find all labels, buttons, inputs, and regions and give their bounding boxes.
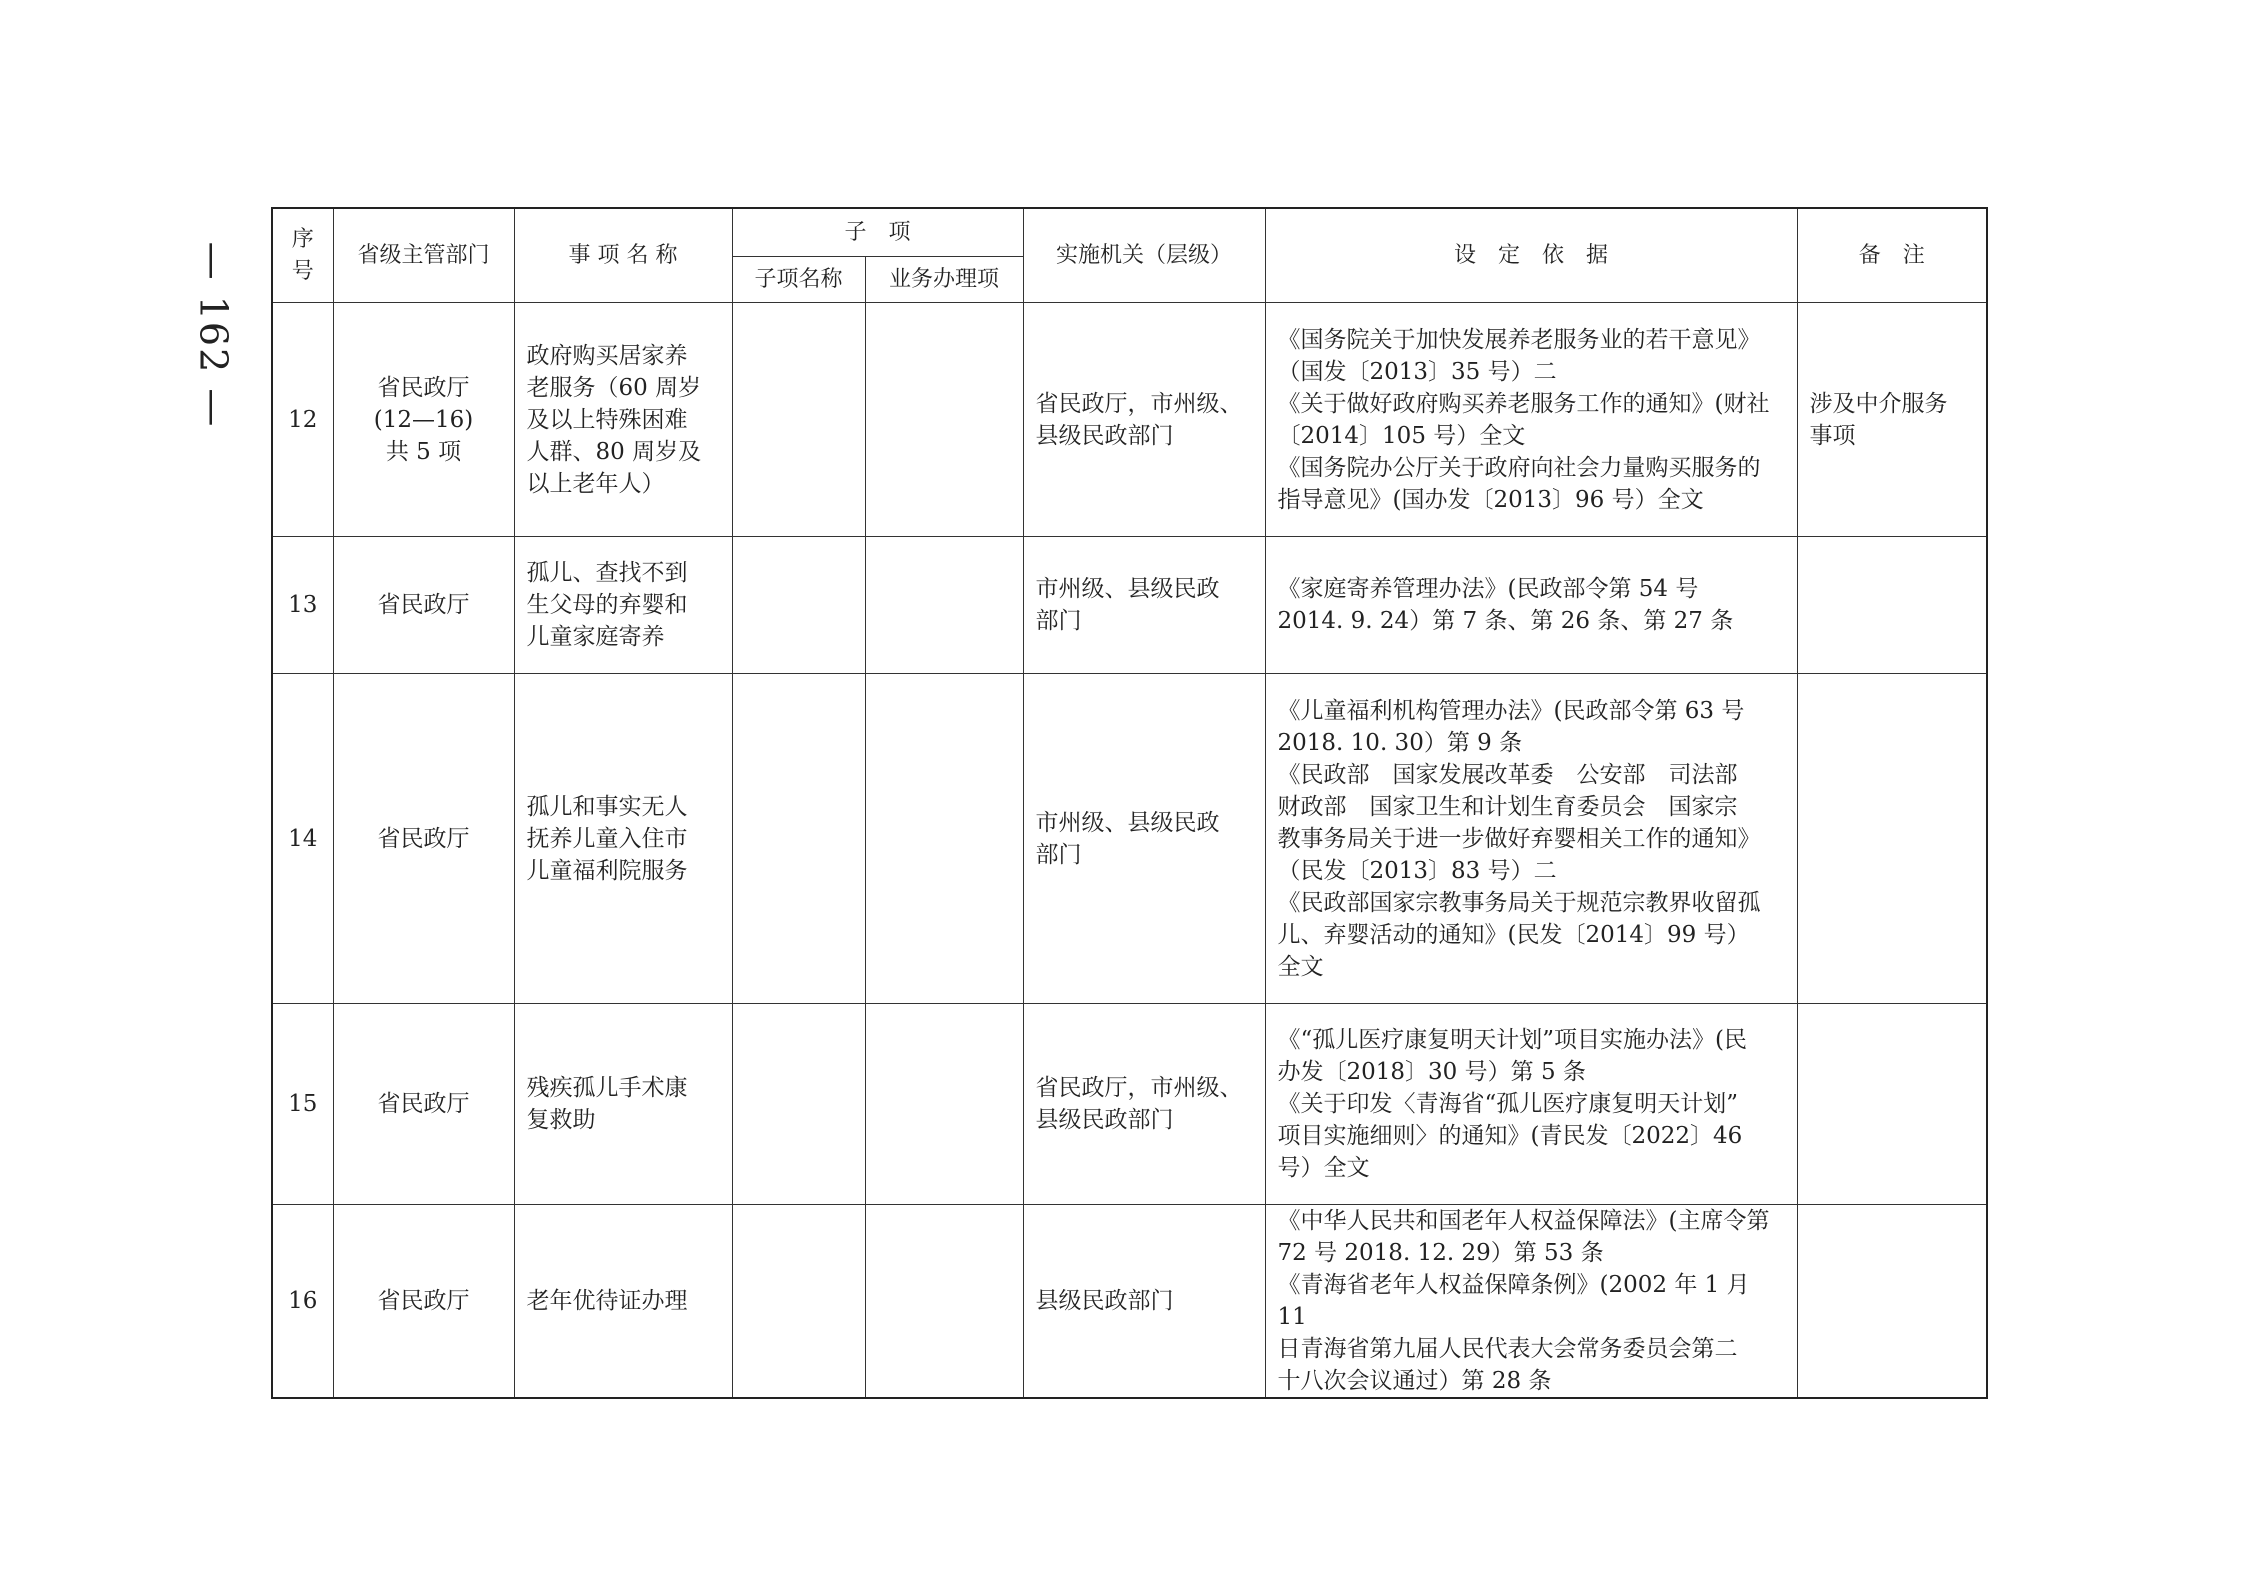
cell-basis: 《“孤儿医疗康复明天计划”项目实施办法》(民 办发〔2018〕30 号）第 5 条 《关于印发〈青海省“孤儿医疗康复明天计划” 项目实施细则〉的通知》(青民发〔2022〕46 号）全文 (1265, 1004, 1797, 1205)
table-row (272, 537, 1987, 674)
cell-dept: 省民政厅 (333, 674, 514, 1004)
table-row (272, 1004, 1987, 1205)
cell-basis: 《中华人民共和国老年人权益保障法》(主席令第 72 号 2018. 12. 29）第 53 条 《青海省老年人权益保障条例》(2002 年 1 月 11 日青海省第九届人民代表大会常务委员会第二 十八次会议通过）第 28 条 (1265, 1205, 1797, 1399)
header-remark: 备 注 (1797, 208, 1987, 303)
header-seq: 序号 (272, 208, 333, 303)
table-row (272, 303, 1987, 537)
cell-agency: 市州级、县级民政 部门 (1023, 674, 1265, 1004)
cell-seq: 15 (272, 1004, 333, 1205)
cell-seq: 13 (272, 537, 333, 674)
cell-sub-business (865, 1004, 1023, 1205)
cell-sub-business (865, 537, 1023, 674)
cell-remark (1797, 1205, 1987, 1399)
cell-remark (1797, 537, 1987, 674)
header-basis: 设 定 依 据 (1265, 208, 1797, 303)
cell-dept: 省民政厅 (12—16) 共 5 项 (333, 303, 514, 537)
cell-item-name: 孤儿、查找不到 生父母的弃婴和 儿童家庭寄养 (514, 537, 732, 674)
approval-items-table (271, 207, 1988, 1399)
cell-remark (1797, 674, 1987, 1004)
header-sub-business: 业务办理项 (865, 257, 1023, 303)
header-item-name: 事 项 名 称 (514, 208, 732, 303)
table-row (272, 1205, 1987, 1399)
header-sub-name: 子项名称 (732, 257, 865, 303)
cell-sub-name (732, 1004, 865, 1205)
cell-item-name: 老年优待证办理 (514, 1205, 732, 1399)
cell-sub-business (865, 674, 1023, 1004)
cell-sub-name (732, 1205, 865, 1399)
cell-dept: 省民政厅 (333, 1205, 514, 1399)
header-sub-group: 子 项 (732, 208, 1023, 257)
cell-dept: 省民政厅 (333, 1004, 514, 1205)
page-number: — 162 — (191, 241, 236, 429)
cell-seq: 16 (272, 1205, 333, 1399)
cell-dept: 省民政厅 (333, 537, 514, 674)
cell-agency: 省民政厅，市州级、 县级民政部门 (1023, 1004, 1265, 1205)
cell-agency: 县级民政部门 (1023, 1205, 1265, 1399)
cell-basis: 《国务院关于加快发展养老服务业的若干意见》 （国发〔2013〕35 号）二 《关于做好政府购买养老服务工作的通知》(财社 〔2014〕105 号）全文 《国务院办公厅关于政府向社会力量购买服务的 指导意见》(国办发〔2013〕96 号）全文 (1265, 303, 1797, 537)
cell-basis: 《儿童福利机构管理办法》(民政部令第 63 号 2018. 10. 30）第 9 条 《民政部 国家发展改革委 公安部 司法部 财政部 国家卫生和计划生育委员会 国家宗 教事务局关于进一步做好弃婴相关工作的通知》 （民发〔2013〕83 号）二 《民政部国家宗教事务局关于规范宗教界收留孤 儿、弃婴活动的通知》(民发〔2014〕99 号） 全文 (1265, 674, 1797, 1004)
cell-sub-business (865, 1205, 1023, 1399)
cell-remark: 涉及中介服务 事项 (1797, 303, 1987, 537)
cell-sub-business (865, 303, 1023, 537)
header-agency: 实施机关（层级） (1023, 208, 1265, 303)
header-dept: 省级主管部门 (333, 208, 514, 303)
cell-sub-name (732, 674, 865, 1004)
cell-seq: 14 (272, 674, 333, 1004)
cell-item-name: 孤儿和事实无人 抚养儿童入住市 儿童福利院服务 (514, 674, 732, 1004)
cell-basis: 《家庭寄养管理办法》(民政部令第 54 号 2014. 9. 24）第 7 条、第 26 条、第 27 条 (1265, 537, 1797, 674)
cell-item-name: 政府购买居家养 老服务（60 周岁 及以上特殊困难 人群、80 周岁及 以上老年人） (514, 303, 732, 537)
cell-item-name: 残疾孤儿手术康 复救助 (514, 1004, 732, 1205)
table-row (272, 674, 1987, 1004)
cell-seq: 12 (272, 303, 333, 537)
cell-sub-name (732, 537, 865, 674)
cell-agency: 市州级、县级民政 部门 (1023, 537, 1265, 674)
cell-sub-name (732, 303, 865, 537)
cell-agency: 省民政厅，市州级、 县级民政部门 (1023, 303, 1265, 537)
cell-remark (1797, 1004, 1987, 1205)
